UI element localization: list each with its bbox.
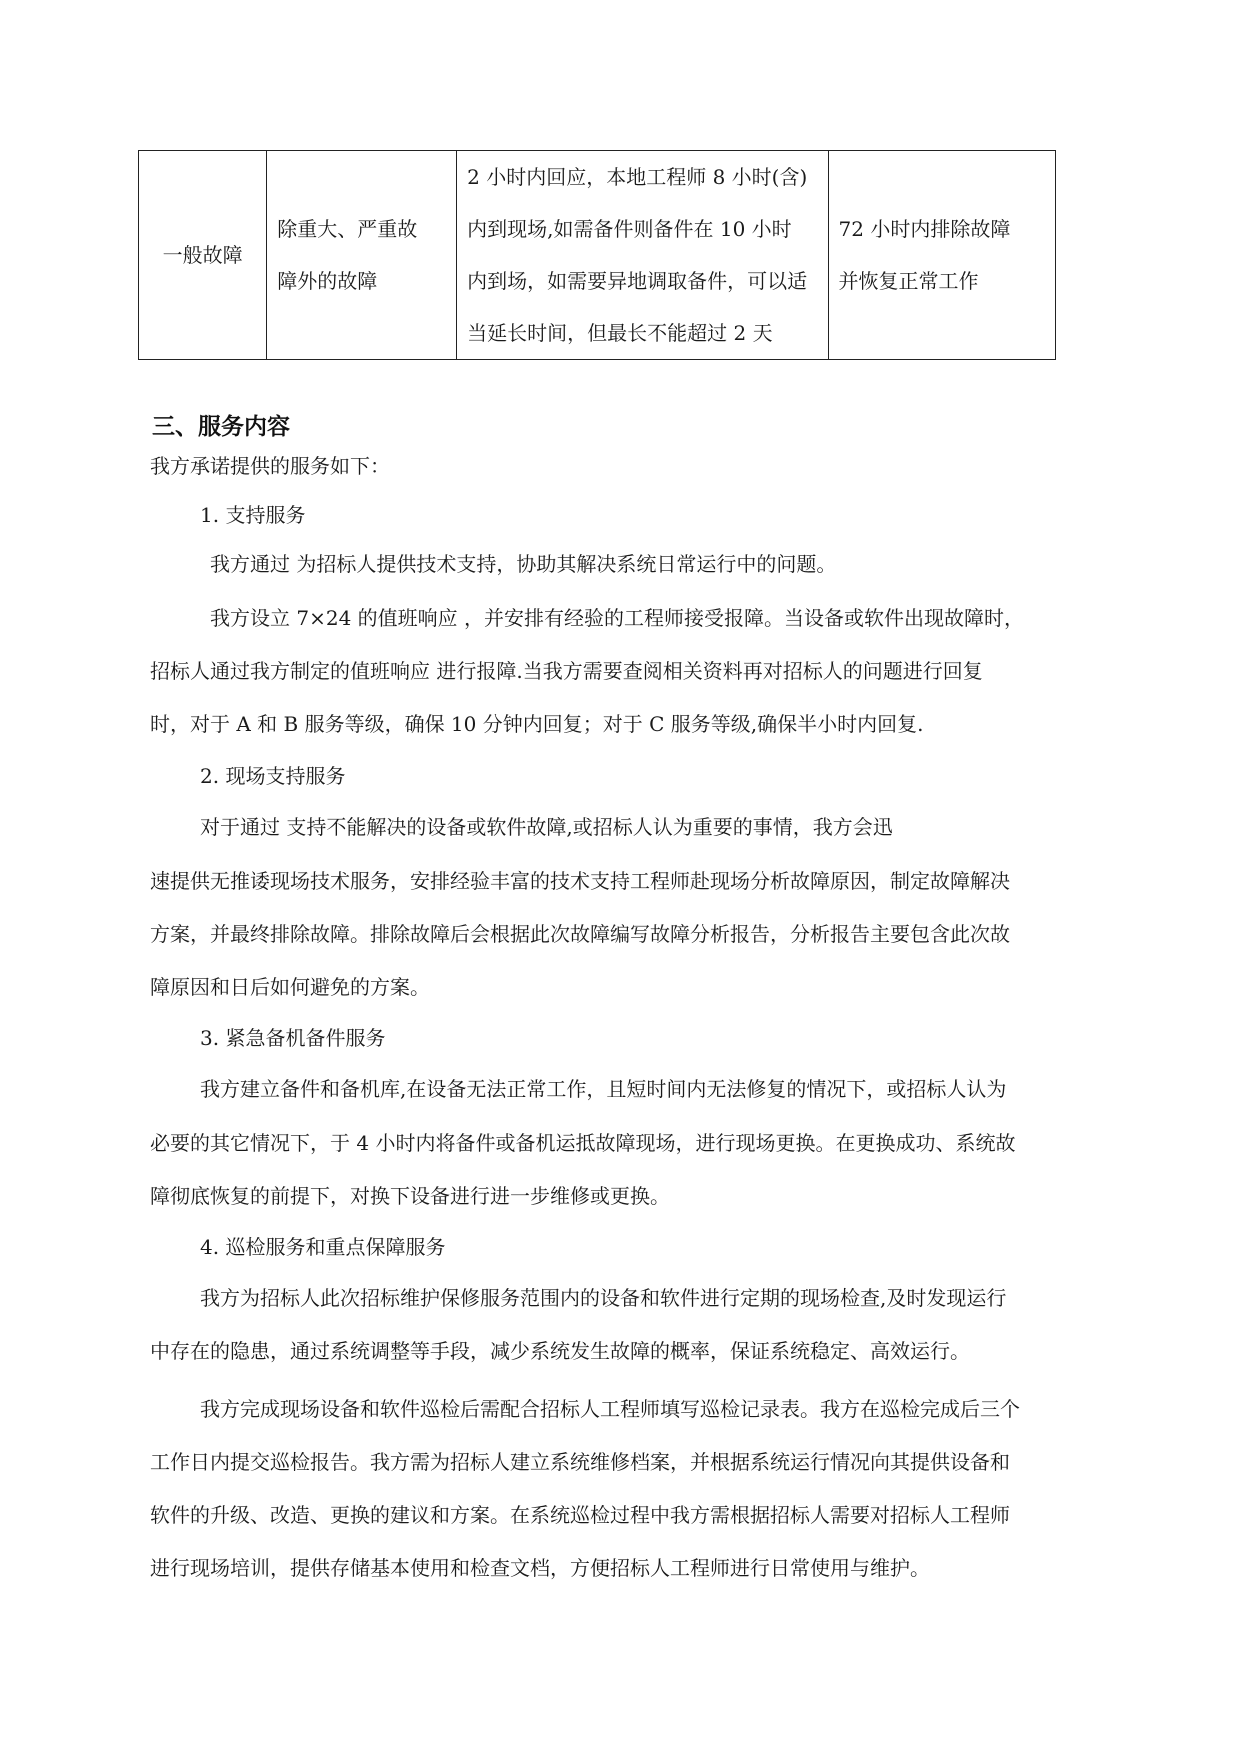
response-line: 当延长时间，但最长不能超过 2 天 [467,321,773,345]
item4-paragraph-line: 我方完成现场设备和软件巡检后需配合招标人工程师填写巡检记录表。我方在巡检完成后三个 [200,1397,1020,1421]
item4-heading: 4. 巡检服务和重点保障服务 [200,1235,446,1259]
item4-paragraph-line: 中存在的隐患，通过系统调整等手段，减少系统发生故障的概率，保证系统稳定、高效运行。 [150,1339,970,1363]
resolution-line: 并恢复正常工作 [838,269,979,293]
fault-level-cell [139,151,267,360]
item1-paragraph-line: 招标人通过我方制定的值班响应 进行报障.当我方需要查阅相关资料再对招标人的问题进行回复 [150,659,983,683]
item2-paragraph-line: 方案，并最终排除故障。排除故障后会根据此次故障编写故障分析报告，分析报告主要包含此次故 [150,922,1010,946]
item1-paragraph: 我方通过 为招标人提供技术支持，协助其解决系统日常运行中的问题。 [210,552,837,576]
item4-paragraph-line: 软件的升级、改造、更换的建议和方案。在系统巡检过程中我方需根据招标人需要对招标人工程师 [150,1503,1010,1527]
item3-heading: 3. 紧急备机备件服务 [200,1026,386,1050]
response-time-cell [457,151,828,360]
item2-paragraph-line: 障原因和日后如何避免的方案。 [150,975,430,999]
definition-line: 障外的故障 [277,269,378,293]
resolution-time-cell [828,151,1055,360]
item2-heading: 2. 现场支持服务 [200,764,346,788]
fault-definition-cell [267,151,457,360]
response-line: 内到场，如需要异地调取备件，可以适 [467,269,808,293]
fault-level-table [138,150,1056,360]
response-line: 内到现场,如需备件则备件在 10 小时 [467,217,792,241]
item3-paragraph-line: 必要的其它情况下，于 4 小时内将备件或备机运抵故障现场，进行现场更换。在更换成功、系统故 [150,1131,1016,1155]
fault-level-text: 一般故障 [162,243,243,267]
resolution-line: 72 小时内排除故障 [838,217,1011,241]
item3-paragraph-line: 我方建立备件和备机库,在设备无法正常工作，且短时间内无法修复的情况下，或招标人认为 [200,1077,1007,1101]
response-line: 2 小时内回应，本地工程师 8 小时(含) [467,165,808,189]
item2-paragraph-line: 对于通过 支持不能解决的设备或软件故障,或招标人认为重要的事情，我方会迅 [200,815,893,839]
item1-paragraph-line: 我方设立 7×24 的值班响应 ，并安排有经验的工程师接受报障。当设备或软件出现故障时， [210,606,1025,630]
item4-paragraph-line: 工作日内提交巡检报告。我方需为招标人建立系统维修档案，并根据系统运行情况向其提供设备和 [150,1450,1010,1474]
intro-text: 我方承诺提供的服务如下： [150,454,390,478]
item1-heading: 1. 支持服务 [200,503,306,527]
item4-paragraph-line: 我方为招标人此次招标维护保修服务范围内的设备和软件进行定期的现场检查,及时发现运行 [200,1286,1007,1310]
definition-line: 除重大、严重故 [277,217,418,241]
section-heading: 三、服务内容 [152,414,290,440]
item4-paragraph-line: 进行现场培训，提供存储基本使用和检查文档，方便招标人工程师进行日常使用与维护。 [150,1556,930,1580]
item3-paragraph-line: 障彻底恢复的前提下，对换下设备进行进一步维修或更换。 [150,1184,670,1208]
item2-paragraph-line: 速提供无推诿现场技术服务，安排经验丰富的技术支持工程师赴现场分析故障原因，制定故障解决 [150,869,1010,893]
table-row [139,151,1056,360]
item1-paragraph-line: 时，对于 A 和 B 服务等级，确保 10 分钟内回复；对于 C 服务等级,确保半小时内回复. [150,712,924,736]
